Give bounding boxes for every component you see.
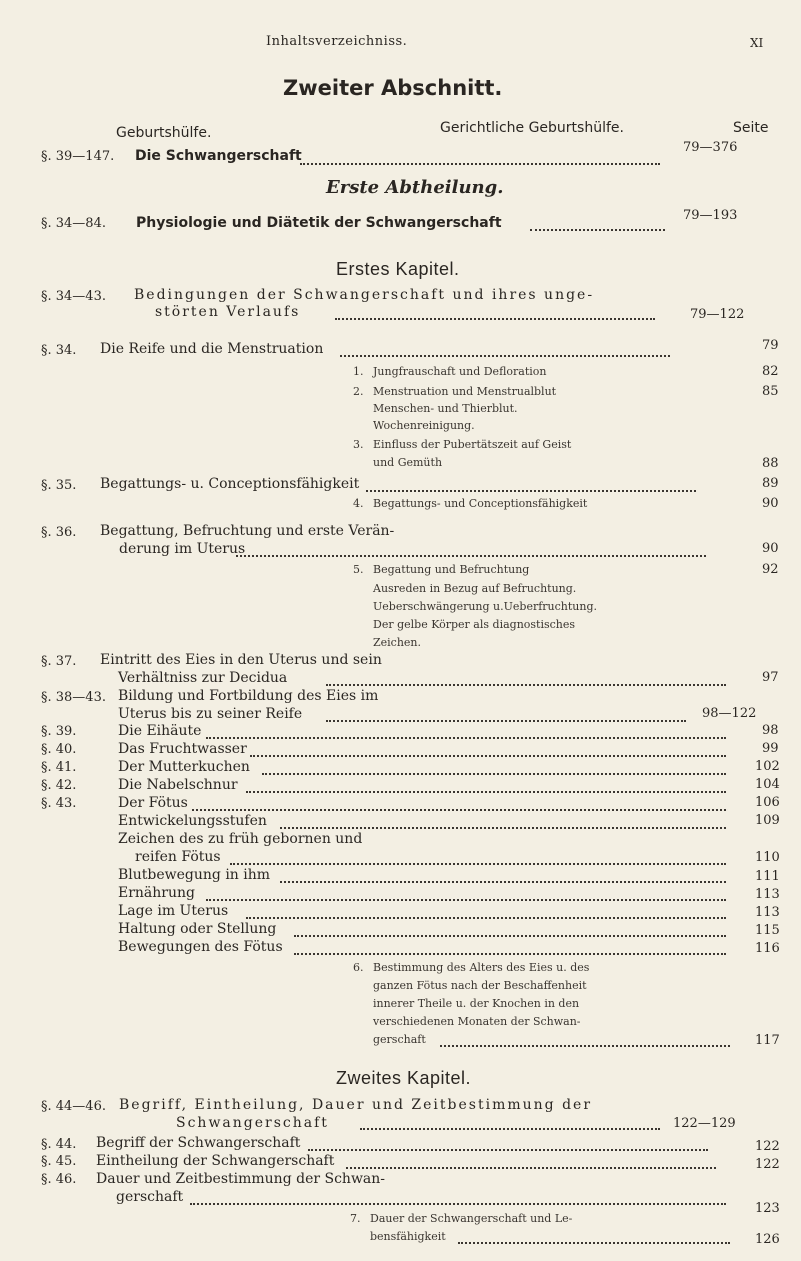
entry-pages: 90 bbox=[762, 541, 779, 556]
leader-dots bbox=[308, 1149, 708, 1151]
entry-section: §. 45. bbox=[41, 1154, 77, 1169]
note-title: Begattung und Befruchtung bbox=[373, 563, 530, 576]
chapter-title: Zweites Kapitel. bbox=[336, 1068, 472, 1088]
leader-dots bbox=[346, 1167, 716, 1169]
entry-title: Begattungs- u. Conceptionsfähigkeit bbox=[100, 476, 360, 492]
entry-title-cont: Schwangerschaft bbox=[176, 1115, 329, 1131]
entry-pages: 79—122 bbox=[690, 307, 745, 322]
entry-section: §. 46. bbox=[41, 1172, 77, 1187]
entry-pages: 110 bbox=[755, 850, 780, 865]
entry-section: §. 44. bbox=[41, 1137, 77, 1152]
entry-pages: 111 bbox=[755, 869, 780, 884]
leader-dots bbox=[250, 755, 726, 757]
note-pages: 85 bbox=[762, 384, 779, 399]
entry-title-cont: derung im Uterus bbox=[119, 541, 246, 557]
entry-pages: 98—122 bbox=[702, 706, 757, 721]
entry-title-cont: reifen Fötus bbox=[135, 849, 221, 865]
note-title: Jungfrauschaft und Defloration bbox=[373, 365, 547, 378]
leader-dots bbox=[230, 863, 726, 865]
note-pages: 88 bbox=[762, 456, 779, 471]
entry-title: Der Mutterkuchen bbox=[118, 759, 250, 775]
entry-title: Das Fruchtwasser bbox=[118, 741, 247, 757]
note-pages: 117 bbox=[755, 1033, 780, 1048]
entry-pages: 106 bbox=[755, 795, 780, 810]
entry-section: §. 40. bbox=[41, 742, 77, 757]
entry-pages: 122 bbox=[755, 1139, 780, 1154]
entry-pages: 98 bbox=[762, 723, 779, 738]
entry-title: Bildung und Fortbildung des Eies im bbox=[118, 688, 379, 704]
entry-section: §. 44—46. bbox=[41, 1099, 106, 1114]
leader-dots bbox=[440, 1045, 730, 1047]
column-head-right: Seite bbox=[733, 120, 769, 136]
leader-dots bbox=[192, 809, 726, 811]
entry-pages: 102 bbox=[755, 759, 780, 774]
leader-dots bbox=[326, 720, 686, 722]
leader-dots bbox=[326, 684, 726, 686]
note-text: Zeichen. bbox=[373, 636, 422, 649]
leader-dots bbox=[190, 1203, 726, 1205]
entry-pages: 89 bbox=[762, 476, 779, 491]
note-title-cont: bensfähigkeit bbox=[370, 1230, 446, 1243]
leader-dots bbox=[280, 881, 726, 883]
entry-title: Der Fötus bbox=[118, 795, 188, 811]
entry-pages: 116 bbox=[755, 941, 780, 956]
note-title-cont: ganzen Fötus nach der Beschaffenheit bbox=[373, 979, 587, 992]
note-number: 7. bbox=[350, 1212, 361, 1225]
note-pages: 92 bbox=[762, 562, 779, 577]
entry-section: §. 34. bbox=[41, 343, 77, 358]
entry-section: §. 34—84. bbox=[41, 216, 106, 231]
entry-title: Die Eihäute bbox=[118, 723, 202, 739]
entry-title: Begriff, Eintheilung, Dauer und Zeitbestimmung der bbox=[119, 1097, 593, 1113]
entry-pages: 115 bbox=[755, 923, 780, 938]
note-text: Ausreden in Bezug auf Befruchtung. bbox=[373, 582, 577, 595]
chapter-title: Erstes Kapitel. bbox=[336, 259, 460, 279]
entry-title: Dauer und Zeitbestimmung der Schwan- bbox=[96, 1171, 386, 1187]
entry-pages: 99 bbox=[762, 741, 779, 756]
entry-title: Die Schwangerschaft bbox=[135, 148, 302, 164]
note-title: Einfluss der Pubertätszeit auf Geist bbox=[373, 438, 572, 451]
entry-section: §. 36. bbox=[41, 525, 77, 540]
section-title: Zweiter Abschnitt. bbox=[283, 76, 503, 100]
note-number: 4. bbox=[353, 497, 364, 510]
entry-section: §. 37. bbox=[41, 654, 77, 669]
column-head-left: Geburtshülfe. bbox=[116, 125, 212, 141]
leader-dots bbox=[300, 163, 660, 165]
entry-title: Zeichen des zu früh gebornen und bbox=[118, 831, 363, 847]
column-head-center: Gerichtliche Geburtshülfe. bbox=[440, 120, 624, 136]
note-title-cont: verschiedenen Monaten der Schwan- bbox=[373, 1015, 581, 1028]
leader-dots bbox=[206, 899, 726, 901]
leader-dots bbox=[294, 953, 726, 955]
entry-title: Bewegungen des Fötus bbox=[118, 939, 283, 955]
note-title: Begattungs- und Conceptionsfähigkeit bbox=[373, 497, 588, 510]
note-number: 5. bbox=[353, 563, 364, 576]
entry-pages: 104 bbox=[755, 777, 780, 792]
leader-dots bbox=[236, 555, 706, 557]
entry-section: §. 41. bbox=[41, 760, 77, 775]
note-title-cont: und Gemüth bbox=[373, 456, 443, 469]
leader-dots bbox=[530, 229, 665, 231]
entry-section: §. 39—147. bbox=[41, 149, 115, 164]
note-pages: 126 bbox=[755, 1232, 780, 1247]
entry-pages: 79—376 bbox=[683, 140, 738, 155]
subdivision-title: Erste Abtheilung. bbox=[326, 177, 504, 198]
entry-title: Begattung, Befruchtung und erste Verän- bbox=[100, 523, 395, 539]
entry-pages: 122 bbox=[755, 1157, 780, 1172]
entry-section: §. 38—43. bbox=[41, 690, 106, 705]
entry-pages: 123 bbox=[755, 1201, 780, 1216]
entry-pages: 79—193 bbox=[683, 208, 738, 223]
note-number: 2. bbox=[353, 385, 364, 398]
entry-title: Bedingungen der Schwangerschaft und ihres unge- bbox=[134, 287, 595, 303]
entry-pages: 113 bbox=[755, 905, 780, 920]
note-title-cont: innerer Theile u. der Knochen in den bbox=[373, 997, 580, 1010]
entry-title: Haltung oder Stellung bbox=[118, 921, 277, 937]
entry-title: Ernährung bbox=[118, 885, 195, 901]
note-pages: 82 bbox=[762, 364, 779, 379]
page-number: XI bbox=[750, 36, 764, 50]
entry-pages: 97 bbox=[762, 670, 779, 685]
entry-section: §. 35. bbox=[41, 478, 77, 493]
entry-pages: 113 bbox=[755, 887, 780, 902]
leader-dots bbox=[262, 773, 726, 775]
entry-title: Die Nabelschnur bbox=[118, 777, 238, 793]
note-pages: 90 bbox=[762, 496, 779, 511]
note-text: Ueberschwängerung u.Ueberfruchtung. bbox=[373, 600, 598, 613]
entry-title-cont: störten Verlaufs bbox=[155, 304, 301, 320]
running-header: Inhaltsverzeichniss. bbox=[266, 34, 408, 49]
entry-title: Physiologie und Diätetik der Schwangerschaft bbox=[136, 215, 502, 231]
entry-title: Eintheilung der Schwangerschaft bbox=[96, 1153, 335, 1169]
leader-dots bbox=[340, 355, 670, 357]
leader-dots bbox=[206, 737, 726, 739]
note-title: Dauer der Schwangerschaft und Le- bbox=[370, 1212, 573, 1225]
note-text: Der gelbe Körper als diagnostisches bbox=[373, 618, 576, 631]
leader-dots bbox=[458, 1242, 730, 1244]
leader-dots bbox=[360, 1128, 660, 1130]
leader-dots bbox=[280, 827, 726, 829]
entry-section: §. 42. bbox=[41, 778, 77, 793]
note-number: 3. bbox=[353, 438, 364, 451]
note-title-cont: gerschaft bbox=[373, 1033, 426, 1046]
leader-dots bbox=[335, 318, 655, 320]
leader-dots bbox=[246, 917, 726, 919]
note-title: Bestimmung des Alters des Eies u. des bbox=[373, 961, 590, 974]
leader-dots bbox=[294, 935, 726, 937]
entry-pages: 109 bbox=[755, 813, 780, 828]
note-text: Menschen- und Thierblut. bbox=[373, 402, 518, 415]
note-text: Wochenreinigung. bbox=[373, 419, 475, 432]
entry-section: §. 43. bbox=[41, 796, 77, 811]
entry-title: Begriff der Schwangerschaft bbox=[96, 1135, 301, 1151]
leader-dots bbox=[246, 791, 726, 793]
entry-pages: 122—129 bbox=[673, 1116, 736, 1131]
entry-section: §. 39. bbox=[41, 724, 77, 739]
entry-title-cont: gerschaft bbox=[116, 1189, 184, 1205]
entry-title: Lage im Uterus bbox=[118, 903, 229, 919]
entry-section: §. 34—43. bbox=[41, 289, 106, 304]
entry-title: Entwickelungsstufen bbox=[118, 813, 267, 829]
entry-title: Eintritt des Eies in den Uterus und sein bbox=[100, 652, 382, 668]
entry-pages: 79 bbox=[762, 338, 779, 353]
note-number: 1. bbox=[353, 365, 364, 378]
entry-title-cont: Verhältniss zur Decidua bbox=[118, 670, 288, 686]
entry-title: Die Reife und die Menstruation bbox=[100, 341, 324, 357]
note-title: Menstruation und Menstrualblut bbox=[373, 385, 557, 398]
entry-title: Blutbewegung in ihm bbox=[118, 867, 271, 883]
leader-dots bbox=[366, 490, 696, 492]
note-number: 6. bbox=[353, 961, 364, 974]
entry-title-cont: Uterus bis zu seiner Reife bbox=[118, 706, 303, 722]
